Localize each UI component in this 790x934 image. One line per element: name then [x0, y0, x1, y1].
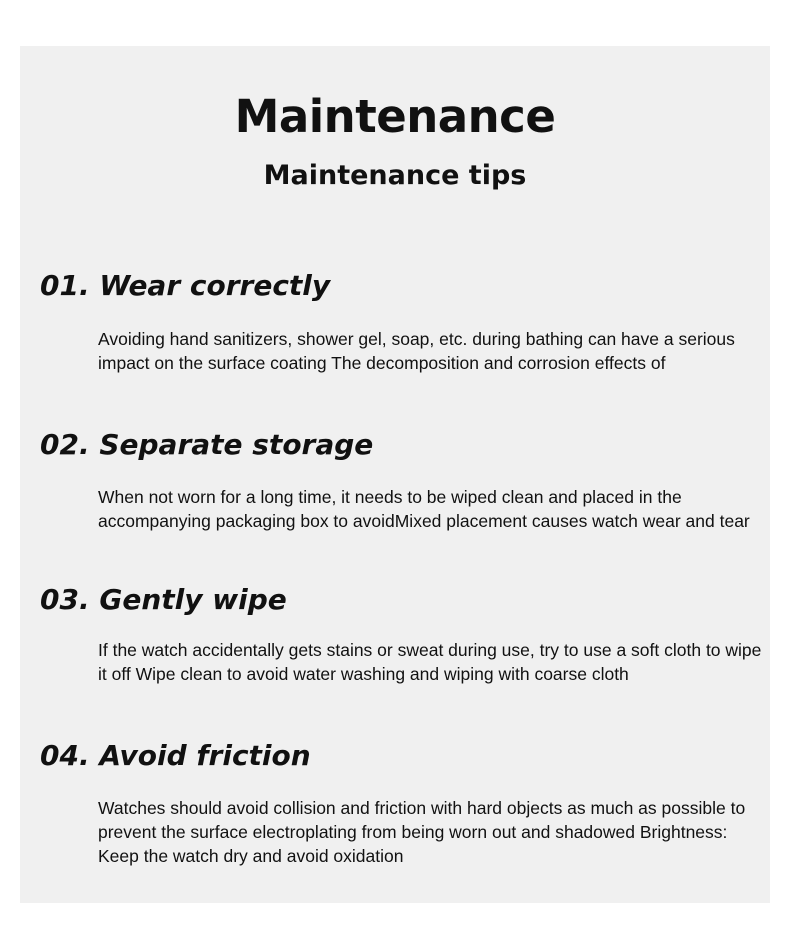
- page-title: Maintenance: [234, 90, 556, 143]
- tip-heading-gently-wipe: 03. Gently wipe: [40, 583, 287, 616]
- tip-body-wear-correctly: Avoiding hand sanitizers, shower gel, soap, etc. during bathing can have a serious impact on the surface coating The decomposition and corrosion effects of: [98, 329, 735, 373]
- tip-heading-avoid-friction: 04. Avoid friction: [40, 739, 311, 772]
- tip-body-gently-wipe: If the watch accidentally gets stains or sweat during use, try to use a soft cloth to wipe it off Wipe clean to avoid water washing and wiping with coarse cloth: [98, 640, 762, 684]
- tip-body-avoid-friction: Watches should avoid collision and friction with hard objects as much as possible to prevent the surface electroplating from being worn out and shadowed Brightness: Keep the watch dry and avoid oxidation: [98, 798, 746, 866]
- page-subtitle: Maintenance tips: [263, 160, 527, 191]
- tip-heading-wear-correctly: 01. Wear correctly: [40, 269, 331, 302]
- tip-heading-separate-storage: 02. Separate storage: [40, 428, 374, 461]
- tip-body-separate-storage: When not worn for a long time, it needs to be wiped clean and placed in the accompanying packaging box to avoidMixed placement causes watch wear and tear: [98, 487, 750, 531]
